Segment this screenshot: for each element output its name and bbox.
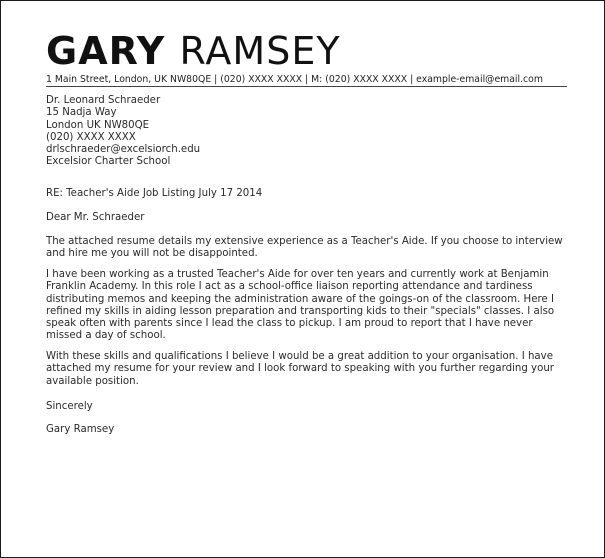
recipient-phone: (020) XXXX XXXX	[46, 131, 136, 143]
header-divider	[46, 86, 567, 87]
contact-info: 1 Main Street, London, UK NW80QE | (020) XXXX XXXX | M: (020) XXXX XXXX | example-email@email.com	[46, 74, 543, 85]
closing: Sincerely	[46, 401, 93, 412]
recipient-street: 15 Nadja Way	[46, 107, 117, 119]
signature: Gary Ramsey	[46, 424, 115, 435]
recipient-email: drlschraeder@excelsiorch.edu	[46, 144, 201, 156]
paragraph-experience: I have been working as a trusted Teacher's Aide for over ten years and currently work at Benjamin Franklin Academy. In this role I act as a school-office liaison reporting attendance and tardiness distributing memos and keeping the administration aware of the goings-on of the classroom. Here I refined my skills in aiding lesson preparation and transporting kids to their "specials" classes. I also speak often with parents since I lead the class to pickup. I am proud to report that I have never missed a day of school.	[46, 269, 555, 342]
recipient-name: Dr. Leonard Schraeder	[46, 95, 161, 106]
recipient-organisation: Excelsior Charter School	[46, 156, 171, 168]
salutation: Dear Mr. Schraeder	[46, 212, 145, 223]
subject-line: RE: Teacher's Aide Job Listing July 17 2014	[46, 188, 263, 199]
paragraph-intro: The attached resume details my extensive experience as a Teacher's Aide. If you choose to interview and hire me you will not be disappointed.	[46, 236, 563, 260]
last-name: RAMSEY	[179, 29, 341, 73]
recipient-address	[46, 95, 566, 169]
first-name: GARY	[46, 29, 166, 73]
paragraph-closing: With these skills and qualifications I believe I would be a great addition to your organisation. I have attached my resume for your review and I look forward to speaking with you further regarding your available position.	[46, 351, 554, 387]
recipient-city: London UK NW80QE	[46, 119, 150, 131]
applicant-name	[46, 31, 341, 71]
